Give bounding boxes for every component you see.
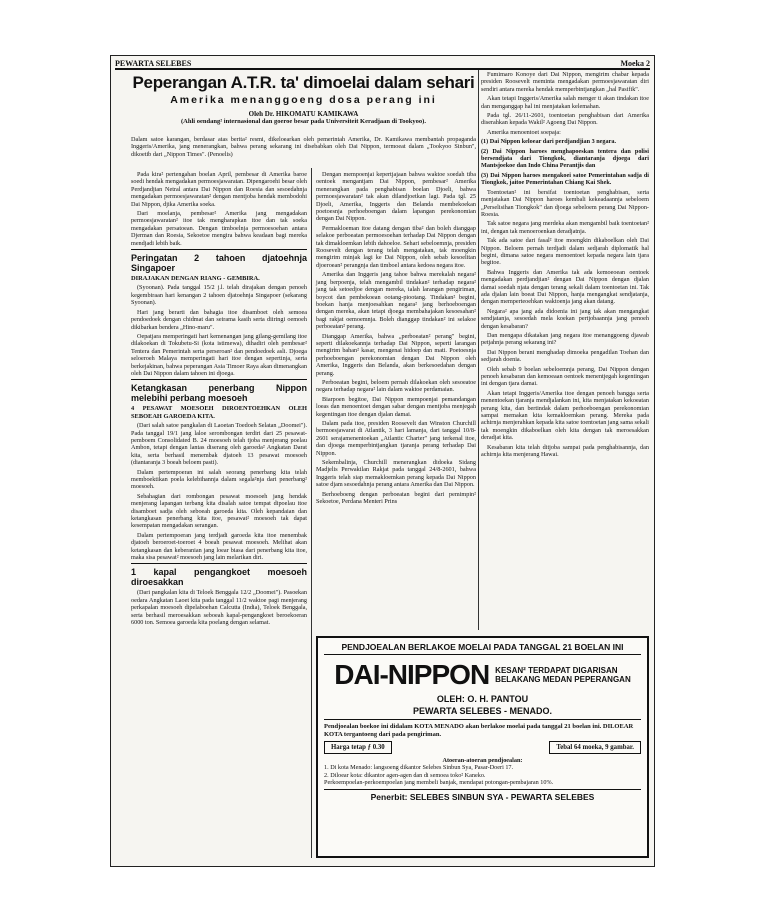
- page-header: [115, 56, 650, 70]
- paragraph: Dalam pertempoeran jang terdjadi garoeda kita itoe menembak djatoeh beroeroet-toeroet 4 boeah pesawat moesoeh. Melihat akan ketangkasan dan keberanian jang loear biasa dari penerbang kita itoe, maka sisa pesawat² moesoeh jang lain melarikan diri.: [131, 531, 307, 562]
- ad-price: Harga tetap ƒ 0.30: [324, 741, 392, 754]
- article-heading: Ketangkasan penerbang Nippon melebihi perbang moesoeh: [131, 379, 307, 403]
- paragraph: Permakloeman itoe datang dengan tiba² dan boleh dianggap selakoe perboeatan permoesoehan terhadap Dai Nippon dengan tak dimakloemkan lebih dahoeloe. Sehari sebeloemnja, presiden Roosevelt dengan terang telah mengatakan, tak moengkin mengirim minjak lagi ke Dai Nippon, oleh sebab kesoelitan djoeroean² perangnja dan timboel antara kedoea negara itoe.: [316, 224, 476, 269]
- paragraph: Berhoeboeng dengan perboeatan begini dari pemimpin² Sekoetoe, Perdana Menteri Prins: [316, 490, 476, 506]
- ad-page-count: Tebal 64 moeka, 9 gambar.: [549, 741, 641, 754]
- column-1: [131, 171, 307, 629]
- byline: Oleh Dr. HIKOMATU KAMIKAWA: [248, 110, 359, 118]
- page-number: Moeka 2: [620, 59, 650, 68]
- ad-info-boxes: [324, 741, 641, 754]
- paragraph: Amerika menoentoet soepaja:: [487, 128, 561, 136]
- ad-rule: 1. Di kota Menado: langsoeng dikantor Selebes Sinbun Sya, Pasar-Doeri 17.: [324, 764, 514, 772]
- paragraph: Oepatjara memperingati hari kemenangan jang gilang-gemilang itoe dilakoekan di Tokubetu-Si (kota istimewa), dihadiri oleh pembesar² Tentera dan Pemerintah serta perseroan² dan pendoedoek asli. Djoega seloeroeh Malaya memperingati hari itoe dengan sepertinja, serta berkejakinan, bahwa peperangan Asia Timoer Raya akan dimenangkan oleh Dai Nippon dalam tahoen ini djoega.: [131, 332, 307, 377]
- ad-author: OLEH: O. H. PANTOU: [436, 694, 529, 704]
- article-lead: Dalam satoe karangan, berdasar atas berita² resmi, dikeloearkan oleh pemerintah Amerika, Dr. Kamikawa membantah propaganda Inggeris/Amerika, jang menerangkan, bahwa perang sekarang ini disebabkan oleh Dai Nippon, termoeat dalam „Tookyoo Sinbun", dikoetib dari „Nippon Times". (Penoelis): [131, 136, 476, 158]
- newspaper-page: [110, 55, 655, 867]
- paragraph: Pada kira² pertengahan boelan April, pembesar di Amerika baroe soedi hendak mengadakan permoesjawaratan. Dipengaroehi besar oleh Perdjandjian Netral antara Dai Nippon dan Roesia dan sesoedahnja mengadakan permoesjawaratan² dengan mentjoba hendak membodohi Dai Nippon, djika Amerika soeka.: [131, 171, 307, 208]
- paragraph: Biarpoen begitoe, Dai Nippon mempoenjai pemandangan loeas dan menoentoet dengan sabar dengan mentjoba menjegah kegentingan itoe dengan djalan damai.: [316, 395, 476, 418]
- paragraph: Akan tetapi Inggeris/Amerika salah menger ti akan tindakan itoe dan menganggap hal ini menjatakan kelemahan.: [481, 95, 649, 110]
- headline-subtitle: Amerika menanggoeng dosa perang ini: [170, 94, 437, 106]
- ad-publisher: PEWARTA SELEBES - MENADO.: [324, 706, 641, 720]
- article-subheading: 4 PESAWAT MOESOEH DIROENTOEHKAN OLEH SEBOEAH GAROEDA KITA.: [131, 405, 307, 420]
- ad-rule: 2. Diloear kota: dikantor agen-agen dan di semoea toko² Kaneko.: [324, 771, 486, 779]
- headline-title: Peperangan A.T.R. ta' dimoelai dalam sehari: [132, 73, 475, 92]
- list-item: (3) Dai Nippon haroes mengakoei satoe Pemerintahan sadja di Tiongkok, jaitoe Pemerintahan Chiang Kai Shek.: [481, 171, 649, 187]
- book-advertisement: [316, 636, 649, 858]
- paragraph: (Dari pangkalan kita di Teloek Benggala 12/2 „Doomei"). Pasoekan oedara Angkatan Laoet kita pada tanggal 11/2 waktoe pagi menjerang perkapalan moesoeh dipelaboehan Calcutta (India), Teloek Benggala, serta berhasil meroesakkan seboeah kapal-pengangkoet beroekoeran 6000 ton. Semoea garoeda kita poelang dengan selamat.: [131, 589, 307, 627]
- ad-side-line: KESAN² TERDAPAT DIGARISAN: [495, 666, 618, 675]
- column-2: [316, 171, 476, 507]
- main-headline-block: [131, 74, 476, 125]
- ad-side-title: [495, 666, 631, 684]
- paragraph: Dai Nippon berani menghadap dimoeka pengadilan Toehan dan sedjarah doenia.: [481, 348, 649, 364]
- paragraph: Dianggap Amerika, bahwa „perboeatan² perang" begini, seperti dilakoekannja terhadap Dai Nippon, seperti larangan mengirim bahan² kasar, mengenai hidoep dan mati. Poetoesnja perhoeboengan perekonomian dengan Dai Nippon oleh Amerika, Inggeris dan Belanda, akan berkesoedahan dengan perang.: [316, 332, 476, 377]
- paragraph: (Dari salah satoe pangkalan di Laoetan Toedoeh Selatan „Doomei"). Pada tanggal 19/1 jang laloe serombongan terdiri dari 25 pesawat-pemboem Consolidated B. 24 moesoeh telah tjoba menjerang poelau Ambon, tetapi dengan lantas diserang oleh garoeda² Angkatan Darat kita, serta berhasil menembak djatoeh 13 pesawat moesoeh (diantaranja 3 boeah beloem pasti).: [131, 422, 307, 467]
- column-divider: [478, 70, 479, 630]
- paragraph: Dan mengapa dikatakan jang negara itoe menanggoeng djawab petjahnja perang sekarang ini?: [481, 332, 649, 347]
- ad-title-row: [324, 659, 641, 691]
- article-heading: Peringatan 2 tahoen djatoehnja Singapoer: [131, 249, 307, 273]
- paragraph: Pada tgl. 26/11-2601, toentoetan penghabisan dari Amerika diserahkan kepada Wakil² Agoeng Dai Nippon.: [481, 112, 649, 127]
- paragraph: Dalam pertempoeran ini salah seorang penerbang kita telah memboektikan poela kelebihannja dalam segala²nja dari penerbang² moesoeh.: [131, 468, 307, 491]
- article-subheading: DIRAJAKAN DENGAN RIANG - GEMBIRA.: [131, 275, 260, 283]
- byline-affiliation: (Ahli oendang² internasional dan goeroe besar pada Universiteit Keradjaan di Tookyoo).: [181, 118, 426, 125]
- ad-side-line: BELAKANG MEDAN PEPERANGAN: [495, 675, 631, 684]
- paragraph: Dengan mempoenjai kepertjajaan bahwa waktoe soedah tiba oentoek mengantjam Dai Nippon, pembesar² Amerika menerangkan pada penghabisan boelan Djoeli, bahwa permoesjawaratan² tak akan dilandjoetkan lagi. Pada tgl. 25 Djoeli, Amerika, Inggeris dan Belanda membekoekan poetoesnja perhoeboengan dalam lapangan perekonomian dengan Dai Nippon.: [316, 171, 476, 223]
- paragraph: Tak ada satoe dari fasal² itoe moengkin dikaboelkan oleh Dai Nippon. Beloem pernah terdjadi dalam sedjarah diplomatik hal begini, dimana satoe negara menoentoet kepada negara lain tjara begitoe.: [481, 237, 649, 267]
- ad-big-title: DAI-NIPPON: [334, 659, 490, 690]
- ad-rules: [324, 757, 641, 786]
- paragraph: Sekembalinja, Churchill menerangkan didoeka Sidang Madjelis Perwakilan Rakjat pada tanggal 24/8-2601, bahwa Inggeris telah siap memakloemkan perang kepada Dai Nippon satoe djam sesoedahnja perang antara Amerika dan Dai Nippon.: [316, 459, 476, 489]
- paragraph: Tak satoe negara jang merdeka akan mengambil baik toentoetan² ini, dengan tak menoeroenkan deradjatnja.: [481, 220, 649, 235]
- ad-rule: Perkoempoelan-perkoempoelan jang membeli banjak, mendapat potongan-pembajaran 10%.: [324, 778, 554, 786]
- paragraph: Akan tetapi Inggeris/Amerika itoe dengan penoeh bangga serta menentoekan tjaranja mendjalankan ini, kita menjatakan kekoeatan perang kita, dan bertindak dalam perhoeboengan perekonomian sampai memakan kita kemakloemkan perang. Mereka pada achirnja menjerahkan kepada kita satoe toentoetan jang sama sekali tak moengkin dikaboelkan oleh kita dengan tak meroesakkan deradjat kita.: [481, 389, 649, 442]
- column-divider: [311, 168, 312, 858]
- paragraph: Toentoetan² ini bersifat toentoetan penghabisan, serta menjatakan Dai Nippon haroes kembali kekeadaannja sebeloem „Perselisihan Tiongkok" dan djoega sebeloem perang Dai Nippon-Roesia.: [481, 188, 649, 218]
- paragraph: Dalam pada itoe, presiden Roosevelt dan Winston Churchill bermoesjawarat di Atlantik, 3 hari lamanja, dari tanggal 10/8-2601 serajamenentoekan „Atlantic Charter" jang terkenal itoe, dan djoega memperbintjangkan tjaranja perang terhadap Dai Nippon.: [316, 420, 476, 457]
- list-item: (1) Dai Nippon keloear dari perdjandjian 3 negara.: [481, 138, 616, 146]
- paragraph: Sebahagian dari rombongan pesawat moesoeh jang hendak menjerang lapangan terbang kita disalah satoe tempat dipoelau itoe disamboet sadja oleh seboeah garoeda kita. Oleh kepandaian dan ketangkasan penerbang kita itoe, pesawat² moesoeh tak dapat kesempatan mengadakan serangan.: [131, 492, 307, 530]
- list-item: (2) Dai Nippon haroes menghapoeskan tentera dan polisi bersendjata dari Tiongkok, diantaranja djoega dari Mantsjoekoe dan Indo China Perantjis dan: [481, 147, 649, 170]
- paper-name: PEWARTA SELEBES: [115, 59, 192, 68]
- paragraph: (Syoonan). Pada tanggal 15/2 j.l. telah dirajakan dengan penoeh kegembiraan hari kenangan 2 tahoen djatoehnja Singapoer (sekarang Syoonan).: [131, 284, 307, 307]
- ad-publisher-footer: Penerbit: SELEBES SINBUN SYA - PEWARTA SELEBES: [324, 789, 641, 802]
- article-heading: 1 kapal pengangkoet moesoeh diroesakkan: [131, 563, 307, 587]
- paragraph: Oleh sebab 9 boelan sebeloemnja perang, Dai Nippon dengan penoeh kesabaran dan kemoeaan oentoek menentjegah kegentingan ini dengan tjara damai.: [481, 365, 649, 388]
- paragraph: Hari jang berarti dan bahagia itoe disamboet oleh semoea pendoedoek dengan chidmat dan seirama kasih serta diiringi oemoeh dikibarkan bendera „Hino-maru".: [131, 308, 307, 331]
- ad-top-banner: PENDJOEALAN BERLAKOE MOELAI PADA TANGGAL 21 BOELAN INI: [324, 642, 641, 655]
- paragraph: Dari moelanja, pembesar² Amerika jang mengadakan permoesjawaratan² itoe tak mengharapkan itoe dan tak soeka mengadakan persatoean. Dengan timboelnja permoesoehan antara Djerman dan Roesia, Sekoetoe mengira bahwa keadaan bagi mereka mendjadi lebih baik.: [131, 210, 307, 247]
- paragraph: Fumimaro Konoye dari Dai Nippon, mengirim chabar kepada presiden Roosevelt meminta mengadakan permoesjawaratan diri sendiri antara mereka hendak memperbintjangkan „hal Pasifik".: [481, 71, 649, 93]
- column-3: [481, 71, 649, 461]
- ad-rules-title: Atoeran-atoeran pendjoealan:: [442, 757, 523, 765]
- paragraph: Bahwa Inggeris dan Amerika tak ada kemoeoean oentoek mengadakan perdjandjian² dengan Dai Nippon dengan djalan damai soedah njata dengan terang sekali dalam toentoetan ini. Tak ada djalan lain boeat Dai Nippon, hanja mengangkat sendjatanja, dengan memperteoehkan waktoenja jang akan datang.: [481, 268, 649, 306]
- paragraph: Kesabaran kita telah ditjoba sampai pada penghabisannja, dan achirnja kita menjerang Hawai.: [481, 443, 649, 459]
- paragraph: Negara² apa jang ada didoenia ini jang tak akan mengangkat sendjatanja, sesoedah mela koekan pertjobaannja jang penoeh dengan kesabaran?: [481, 307, 649, 330]
- paragraph: Amerika dan Inggeris jang tahoe bahwa merekalah negara² jang berpoenja, telah mengambil tindakan² terhadap negara² jang tak setoedjoe dengan mereka, ialah larangan pengiriman, boycot dan pembekoean ootang-piootang. Tindakan² begini, boekan hanja menjoesahkan negara² jang berhoeboengan dengan mereka, akan tetapi djoega membahajakan kesoesahan² bagi rakjat oemoemnja. Boleh dianggap tindakan² ini selakoe perboeatan² perang.: [316, 271, 476, 331]
- ad-sales-text: Pendjoealan boekoe ini didalam KOTA MENADO akan berlakoe moelai pada tanggal 21 boelan ini. DILOEAR KOTA tergantoeng dari pada pengiriman.: [324, 723, 634, 738]
- paragraph: Perboeatan begini, beloem pernah dilakoekan oleh sesoeatoe negara terhadap negara² lain dalam waktoe perdamaian.: [316, 378, 476, 394]
